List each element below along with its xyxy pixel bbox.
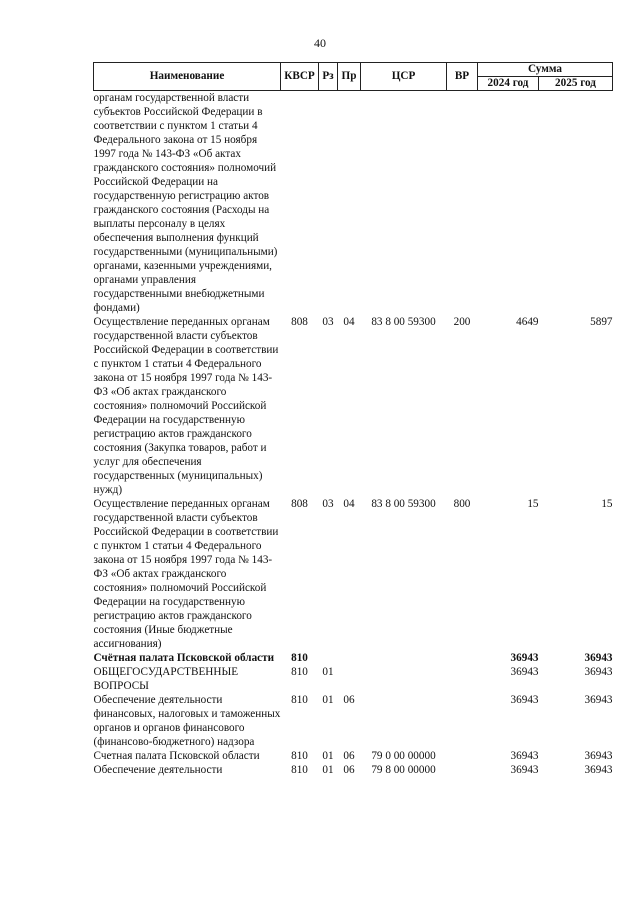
table-row <box>94 665 613 693</box>
cell-sum-2025: 36943 <box>584 750 613 762</box>
header-year-2024: 2024 год <box>478 77 539 91</box>
cell-vr <box>447 749 478 763</box>
cell-pr <box>338 665 361 693</box>
cell-vr <box>447 763 478 777</box>
table-row <box>94 763 613 777</box>
cell-rz <box>319 651 338 665</box>
cell-sum-2025: 36943 <box>584 694 613 706</box>
cell-rz: 01 <box>322 764 334 776</box>
cell-name: Осуществление переданных органам государственной власти субъектов Российской Федерации в соответствии с пунктом 1 статьи 4 Федерального закона от 15 ноября 1997 года № 143-ФЗ «Об актах гражданского состояния» полномочий Российской Федерации на государственную регистрацию актов гражданского состояния (Иные бюджетные ассигнования) <box>93 498 279 650</box>
cell-pr: 06 <box>343 694 355 706</box>
cell-csr: 83 8 00 59300 <box>371 498 436 510</box>
cell-rz: 03 <box>322 316 334 328</box>
header-name: Наименование <box>94 63 281 91</box>
cell-csr <box>361 91 447 316</box>
cell-sum-2024 <box>478 91 539 316</box>
cell-csr <box>361 651 447 665</box>
cell-sum-2025: 36943 <box>584 652 613 664</box>
cell-kvsr <box>281 91 319 316</box>
cell-sum-2024: 15 <box>527 498 539 510</box>
table-row <box>94 651 613 665</box>
cell-kvsr: 810 <box>291 750 308 762</box>
cell-vr <box>447 693 478 749</box>
cell-csr: 79 8 00 00000 <box>371 764 436 776</box>
cell-vr <box>447 665 478 693</box>
header-year-2025: 2025 год <box>539 77 613 91</box>
header-csr: ЦСР <box>361 63 447 91</box>
cell-pr: 04 <box>343 316 355 328</box>
table-header <box>94 63 613 91</box>
cell-vr: 800 <box>453 498 471 510</box>
cell-vr <box>447 91 478 316</box>
cell-pr: 06 <box>343 750 355 762</box>
cell-sum-2024: 36943 <box>510 694 539 706</box>
cell-name: ОБЩЕГОСУДАРСТВЕННЫЕ ВОПРОСЫ <box>93 666 239 692</box>
cell-csr: 83 8 00 59300 <box>371 316 436 328</box>
cell-kvsr: 808 <box>291 498 308 510</box>
table-body <box>94 91 613 778</box>
cell-sum-2025: 5897 <box>590 316 613 328</box>
cell-sum-2025: 36943 <box>584 666 613 678</box>
cell-name: Счетная палата Псковской области <box>93 750 260 762</box>
cell-kvsr: 808 <box>291 316 308 328</box>
cell-rz <box>319 91 338 316</box>
cell-kvsr: 810 <box>291 694 308 706</box>
header-sum: Сумма <box>478 63 613 77</box>
cell-kvsr: 810 <box>291 764 308 776</box>
header-vr: ВР <box>447 63 478 91</box>
table-row <box>94 497 613 651</box>
page-number: 40 <box>314 36 326 50</box>
cell-name: органам государственной власти субъектов Российской Федерации в соответствии с пунктом 1 статьи 4 Федерального закона от 15 ноября 1997 года № 143-ФЗ «Об актах гражданского состояния» полномочий Российской Федерации на государственную регистрацию актов гражданского состояния (Расходы на выплаты персоналу в целях обеспечения выполнения функций государственными (муниципальными) органами, казенными учреждениями, органами управления государственными внебюджетными фондами) <box>93 92 278 314</box>
table-row <box>94 749 613 763</box>
cell-kvsr: 810 <box>291 652 308 664</box>
cell-pr <box>338 91 361 316</box>
header-pr: Пр <box>338 63 361 91</box>
cell-pr <box>338 651 361 665</box>
cell-name: Счётная палата Псковской области <box>93 652 275 664</box>
cell-name: Обеспечение деятельности финансовых, налоговых и таможенных органов и органов финансового (финансово-бюджетного) надзора <box>93 694 281 748</box>
cell-rz: 01 <box>322 666 334 678</box>
header-kvsr: КВСР <box>281 63 319 91</box>
budget-table <box>93 62 613 777</box>
cell-csr <box>361 665 447 693</box>
cell-vr <box>447 651 478 665</box>
cell-sum-2024: 4649 <box>516 316 539 328</box>
cell-csr <box>361 693 447 749</box>
cell-sum-2024: 36943 <box>510 764 539 776</box>
cell-name: Осуществление переданных органам государственной власти субъектов Российской Федерации в соответствии с пунктом 1 статьи 4 Федерального закона от 15 ноября 1997 года № 143-ФЗ «Об актах гражданского состояния» полномочий Российской Федерации на государственную регистрацию актов гражданского состояния (Закупка товаров, работ и услуг для обеспечения государственных (муниципальных) нужд) <box>93 316 279 496</box>
header-rz: Рз <box>319 63 338 91</box>
cell-rz: 01 <box>322 694 334 706</box>
cell-vr: 200 <box>453 316 471 328</box>
table-row <box>94 315 613 497</box>
cell-pr: 06 <box>343 764 355 776</box>
cell-sum-2025: 15 <box>601 498 613 510</box>
table-row <box>94 693 613 749</box>
cell-name: Обеспечение деятельности <box>93 764 223 776</box>
cell-sum-2024: 36943 <box>510 652 539 664</box>
cell-sum-2025: 36943 <box>584 764 613 776</box>
cell-sum-2024: 36943 <box>510 666 539 678</box>
cell-rz: 03 <box>322 498 334 510</box>
cell-pr: 04 <box>343 498 355 510</box>
cell-rz: 01 <box>322 750 334 762</box>
table-row <box>94 91 613 316</box>
cell-sum-2025 <box>539 91 613 316</box>
cell-csr: 79 0 00 00000 <box>371 750 436 762</box>
cell-kvsr: 810 <box>291 666 308 678</box>
cell-sum-2024: 36943 <box>510 750 539 762</box>
